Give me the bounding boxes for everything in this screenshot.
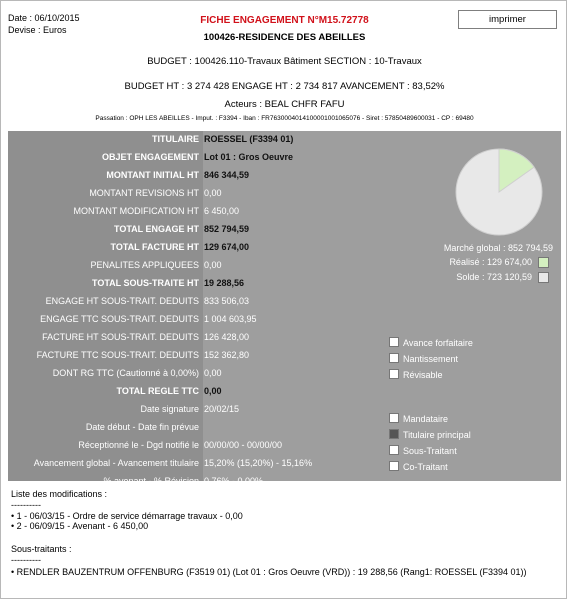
- detail-value: 0,00: [204, 368, 222, 378]
- checkbox-icon[interactable]: [389, 429, 399, 439]
- print-button[interactable]: imprimer: [458, 10, 557, 29]
- detail-label: FACTURE TTC SOUS-TRAIT. DEDUITS: [36, 350, 199, 360]
- detail-row: [8, 167, 408, 184]
- detail-row: [8, 419, 408, 436]
- detail-value: 2,26% - 16,82%: [204, 494, 269, 504]
- flag-checkbox[interactable]: [389, 445, 457, 459]
- detail-label: % sous-traitée - Av. co et sous-traité: [55, 494, 199, 504]
- detail-row: [8, 239, 408, 256]
- legend-marche-global: Marché global : 852 794,59: [443, 243, 553, 253]
- flag-checkbox[interactable]: [389, 413, 448, 427]
- detail-row: [8, 131, 408, 148]
- detail-label: TOTAL ENGAGE HT: [113, 224, 199, 234]
- modifications-title: Liste des modifications :: [11, 489, 108, 499]
- legend-realise-swatch: [538, 257, 549, 268]
- detail-label: ENGAGE TTC SOUS-TRAIT. DEDUITS: [40, 314, 199, 324]
- flag-label: Révisable: [403, 370, 443, 380]
- checkbox-icon[interactable]: [389, 353, 399, 363]
- detail-label: TOTAL SOUS-TRAITE HT: [92, 278, 199, 288]
- detail-value: 0,00: [204, 260, 222, 270]
- detail-value: 6 450,00: [204, 206, 240, 216]
- detail-row: [8, 401, 408, 418]
- detail-value: 0,76% - 0,00%: [204, 476, 264, 486]
- detail-row: [8, 383, 408, 400]
- passation-line: Passation : OPH LES ABEILLES - Imput. : F3394 - Iban : FR7630004014100001001065076 - Siret : 57850489600031 - CP : 69480: [95, 115, 474, 122]
- flag-label: Nantissement: [403, 354, 459, 364]
- flag-checkbox[interactable]: [389, 337, 473, 351]
- modification-item: • 1 - 06/03/15 - Ordre de service démarrage travaux - 0,00: [11, 511, 243, 521]
- detail-label: DONT RG TTC (Cautionné à 0,00%): [52, 368, 199, 378]
- detail-value: 0,00: [204, 188, 222, 198]
- checkbox-icon[interactable]: [389, 445, 399, 455]
- detail-value: 846 344,59: [204, 170, 250, 180]
- subcontractor-item: • RENDLER BAUZENTRUM OFFENBURG (F3519 01) (Lot 01 : Gros Oeuvre (VRD)) : 19 288,56 (Rang1: ROESSEL (F3394 01)): [11, 567, 527, 577]
- detail-value: 15,20% (15,20%) - 15,16%: [204, 458, 313, 468]
- page-subtitle: 100426-RESIDENCE DES ABEILLES: [203, 32, 366, 43]
- flag-checkbox[interactable]: [389, 461, 448, 475]
- detail-row: [8, 257, 408, 274]
- detail-row: [8, 185, 408, 202]
- detail-row: [8, 437, 408, 454]
- detail-label: TOTAL REGLE TTC: [116, 386, 199, 396]
- budget-line: BUDGET : 100426.110-Travaux Bâtiment SECTION : 10-Travaux: [147, 56, 422, 67]
- detail-row: [8, 347, 408, 364]
- detail-value: 1 004 603,95: [204, 314, 257, 324]
- flag-label: Sous-Traitant: [403, 446, 457, 456]
- devise-label: Devise : Euros: [8, 25, 67, 35]
- flag-checkbox[interactable]: [389, 369, 443, 383]
- checkbox-icon[interactable]: [389, 413, 399, 423]
- checkbox-icon[interactable]: [389, 337, 399, 347]
- flag-checkbox[interactable]: [389, 429, 471, 443]
- detail-label: Date signature: [140, 404, 199, 414]
- flag-label: Co-Traitant: [403, 462, 448, 472]
- budget-ht-line: BUDGET HT : 3 274 428 ENGAGE HT : 2 734 817 AVANCEMENT : 83,52%: [124, 81, 445, 92]
- detail-label: OBJET ENGAGEMENT: [101, 152, 199, 162]
- flag-label: Titulaire principal: [403, 430, 471, 440]
- detail-label: MONTANT INITIAL HT: [106, 170, 199, 180]
- detail-label: MONTANT REVISIONS HT: [89, 188, 199, 198]
- page-title: FICHE ENGAGEMENT N°M15.72778: [200, 15, 369, 26]
- detail-label: PENALITES APPLIQUEES: [90, 260, 199, 270]
- detail-value: 852 794,59: [204, 224, 250, 234]
- detail-row: [8, 149, 408, 166]
- detail-row: [8, 203, 408, 220]
- detail-row: [8, 275, 408, 292]
- detail-value: 152 362,80: [204, 350, 250, 360]
- detail-label: % avenant - % Révision: [103, 476, 199, 486]
- detail-label: Réceptionné le - Dgd notifié le: [78, 440, 199, 450]
- detail-row: [8, 311, 408, 328]
- detail-value: 19 288,56: [204, 278, 245, 288]
- detail-row: [8, 455, 408, 472]
- checkbox-icon[interactable]: [389, 369, 399, 379]
- detail-row: [8, 221, 408, 238]
- detail-label: Date début - Date fin prévue: [85, 422, 199, 432]
- detail-label: ENGAGE HT SOUS-TRAIT. DEDUITS: [45, 296, 199, 306]
- detail-value: 129 674,00: [204, 242, 250, 252]
- flag-checkbox[interactable]: [389, 353, 458, 367]
- modifications-separator: ----------: [11, 500, 41, 510]
- detail-label: TITULAIRE: [152, 134, 199, 144]
- detail-value: 833 506,03: [204, 296, 250, 306]
- legend-solde-swatch: [538, 272, 549, 283]
- date-label: Date : 06/10/2015: [8, 13, 80, 23]
- checkbox-icon[interactable]: [389, 461, 399, 471]
- legend-realise: Réalisé : 129 674,00: [449, 257, 532, 267]
- flag-label: Mandataire: [403, 414, 449, 424]
- detail-label: FACTURE HT SOUS-TRAIT. DEDUITS: [42, 332, 199, 342]
- detail-value: ROESSEL (F3394 01): [204, 134, 294, 144]
- detail-row: [8, 365, 408, 382]
- subcontractors-separator: ----------: [11, 555, 41, 565]
- detail-value: 126 428,00: [204, 332, 250, 342]
- detail-label: TOTAL FACTURE HT: [110, 242, 199, 252]
- subcontractors-title: Sous-traitants :: [11, 544, 72, 554]
- acteurs-line: Acteurs : BEAL CHFR FAFU: [224, 99, 345, 110]
- progress-pie-chart: [455, 148, 543, 236]
- detail-value: 0,00: [204, 386, 222, 396]
- detail-row: [8, 329, 408, 346]
- modification-item: • 2 - 06/09/15 - Avenant - 6 450,00: [11, 521, 149, 531]
- detail-row: [8, 473, 408, 490]
- detail-label: Avancement global - Avancement titulaire: [33, 458, 199, 468]
- flag-label: Avance forfaitaire: [403, 338, 473, 348]
- detail-row: [8, 293, 408, 310]
- detail-value: 20/02/15: [204, 404, 240, 414]
- legend-solde: Solde : 723 120,59: [456, 272, 532, 282]
- detail-label: MONTANT MODIFICATION HT: [73, 206, 199, 216]
- detail-value: 00/00/00 - 00/00/00: [204, 440, 283, 450]
- detail-value: Lot 01 : Gros Oeuvre: [204, 152, 294, 162]
